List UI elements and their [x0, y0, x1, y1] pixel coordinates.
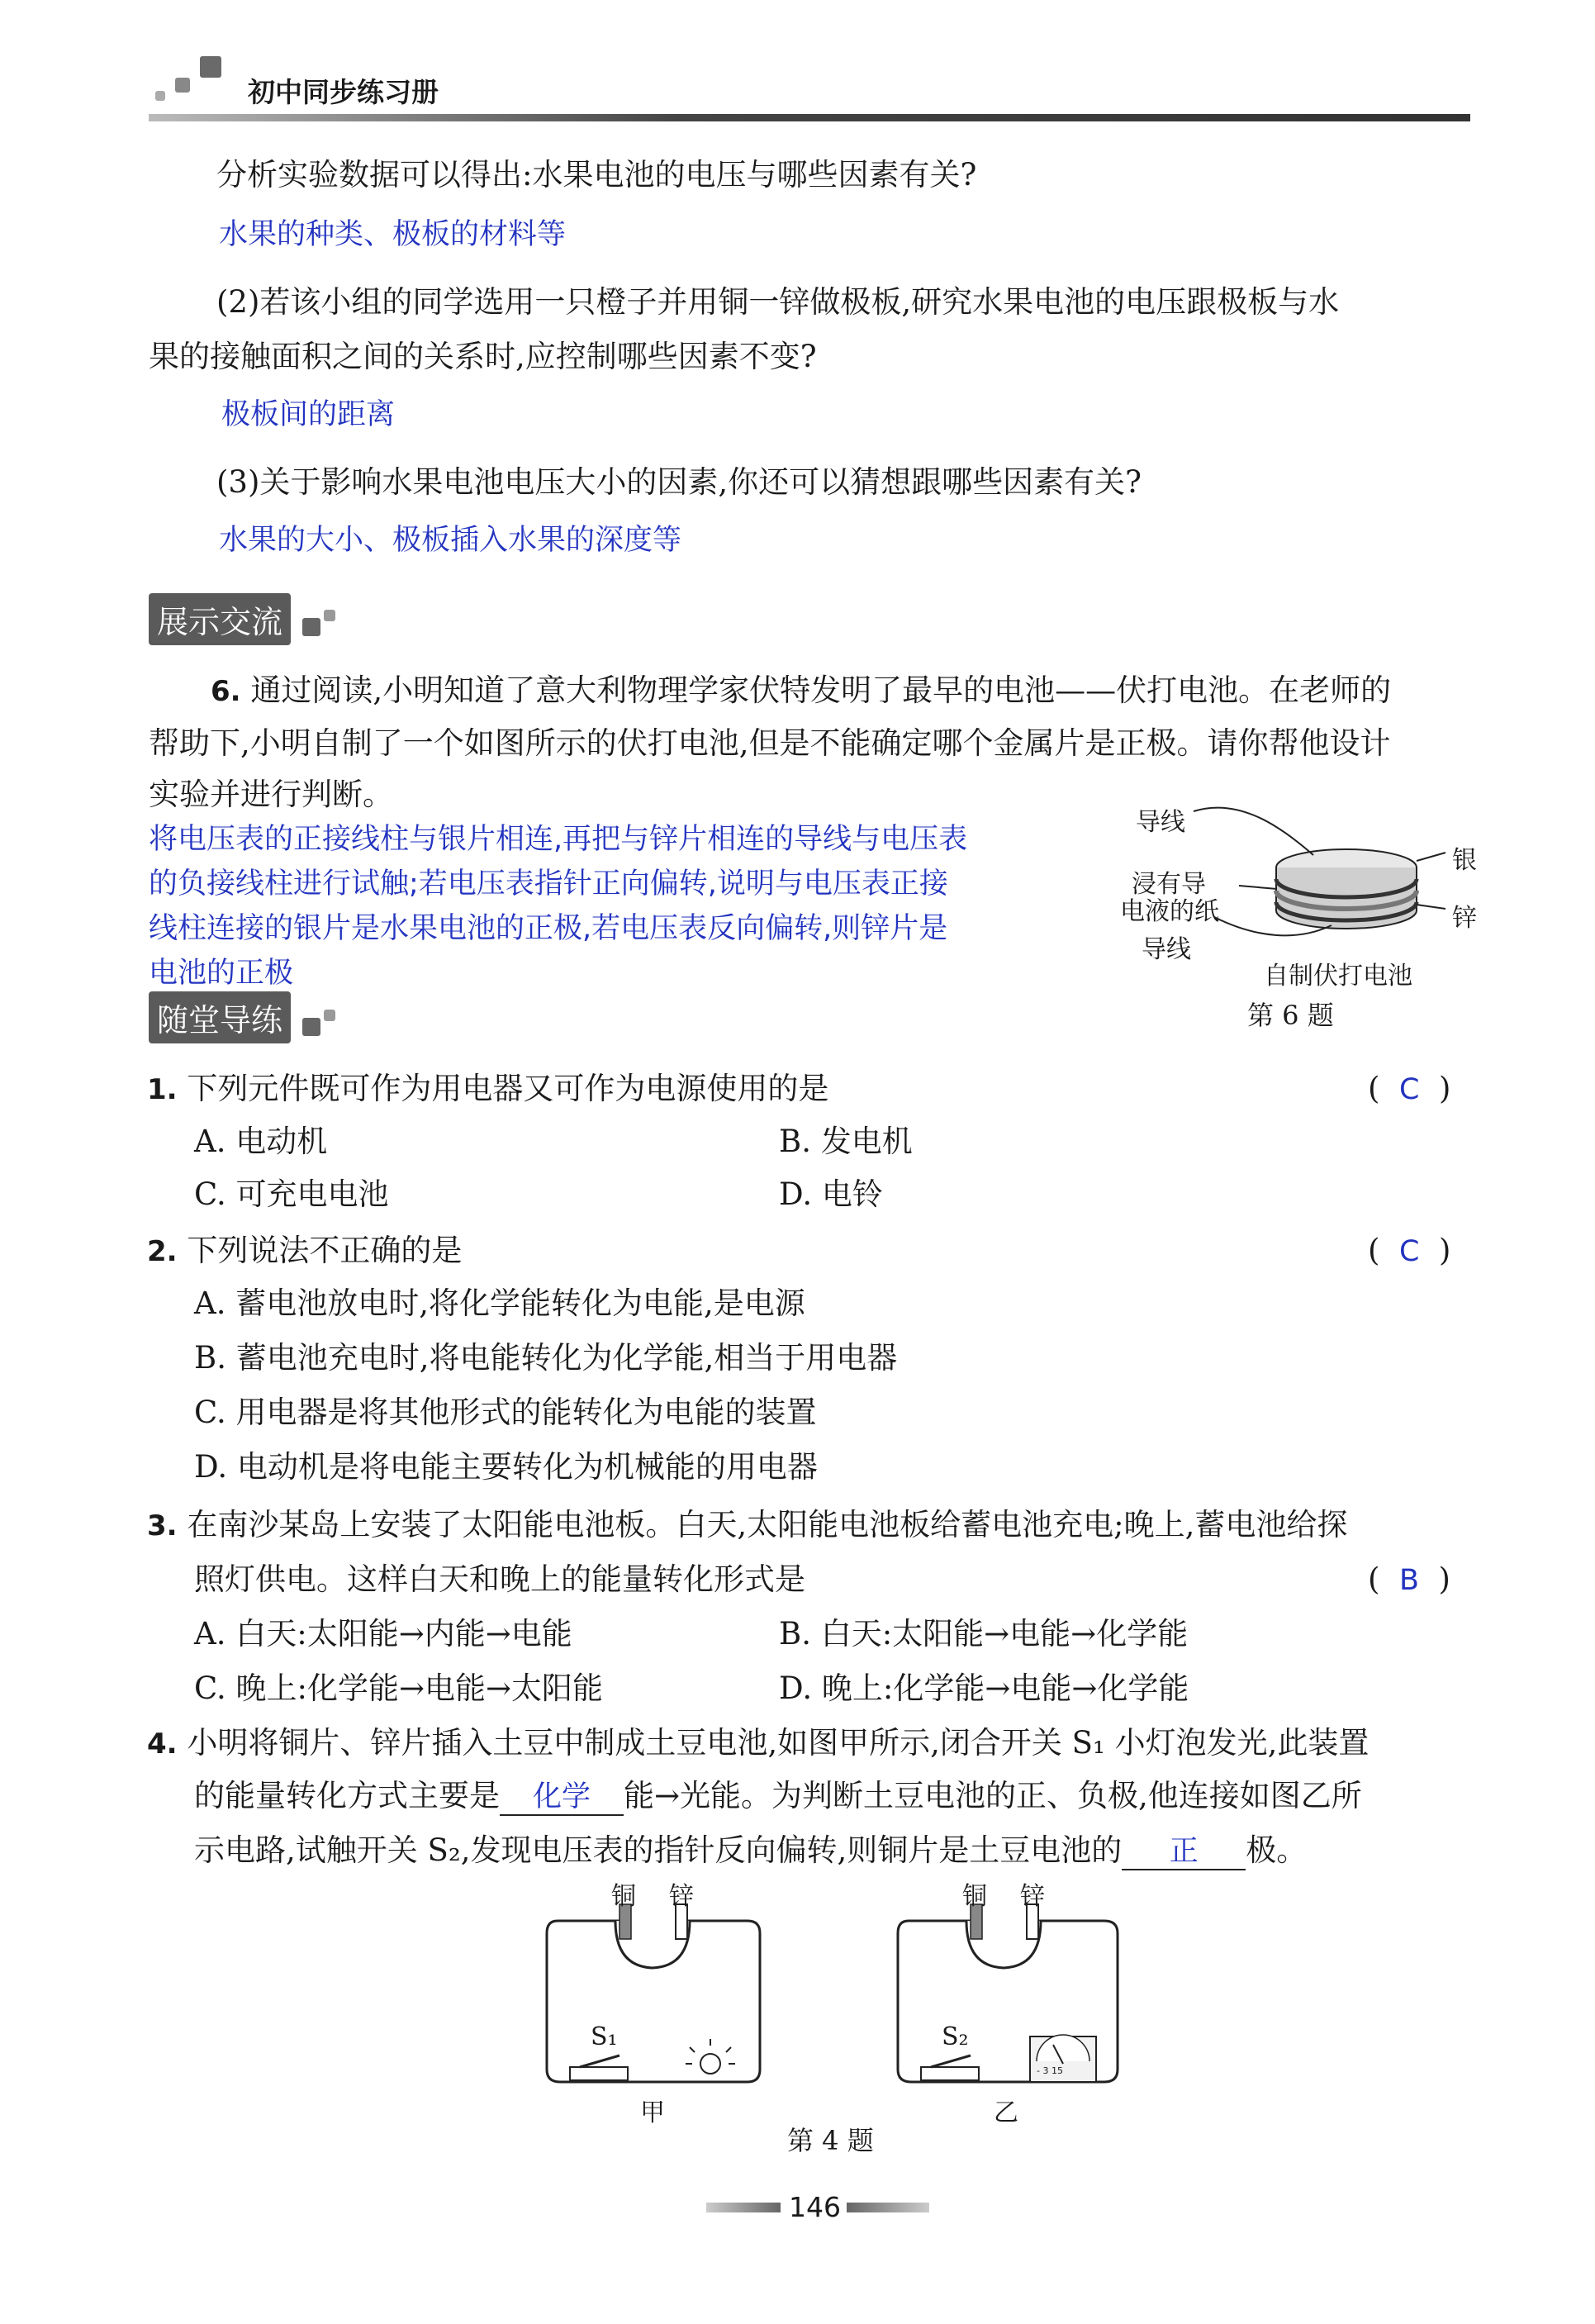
- q6-line1: [211, 672, 1391, 709]
- q3-option-b: B. 白天:太阳能→电能→化学能: [779, 1616, 1189, 1652]
- q6-answer-line-3: 线柱连接的银片是水果电池的正极,若电压表反向偏转,则锌片是: [149, 912, 948, 945]
- fig6-label-paper-1: 浸有导: [1132, 870, 1206, 899]
- q1-number: 1.: [147, 1073, 178, 1106]
- q3-answer: B: [1398, 1564, 1419, 1597]
- q6-answer-line-2: 的负接线柱进行试触;若电压表指针正向偏转,说明与电压表正接: [149, 867, 948, 901]
- q2-stem-text: 下列说法不正确的是: [187, 1233, 463, 1268]
- header-square-large: [200, 56, 221, 78]
- q2-option-d: D. 电动机是将电能主要转化为机械能的用电器: [194, 1449, 818, 1485]
- q5-part3-answer: 水果的大小、极板插入水果的深度等: [219, 524, 682, 557]
- circuit-a-drawing: [537, 1875, 768, 2123]
- q6-line3: 实验并进行判断。: [149, 777, 393, 812]
- q1-option-a: A. 电动机: [194, 1124, 328, 1159]
- section-display-square-1: [302, 618, 320, 636]
- header-rule: [149, 114, 1470, 121]
- q6-line2: 帮助下,小明自制了一个如图所示的伏打电池,但是不能确定哪个金属片是正极。请你帮他设计: [149, 725, 1391, 761]
- header-square-medium: [175, 78, 190, 93]
- fig4b-copper-label: 铜: [962, 1882, 987, 1911]
- fig6-label-silver: 银: [1452, 846, 1477, 875]
- q4-line1-text: 小明将铜片、锌片插入土豆中制成土豆电池,如图甲所示,闭合开关 S₁ 小灯泡发光,此装置: [187, 1725, 1370, 1761]
- q5-analysis-line: 分析实验数据可以得出:水果电池的电压与哪些因素有关?: [216, 157, 977, 192]
- q6-line1-text: 通过阅读,小明知道了意大利物理学家伏特发明了最早的电池——伏打电池。在老师的: [250, 672, 1392, 708]
- fig6-caption: 第 6 题: [1247, 1000, 1334, 1031]
- q2-option-a: A. 蓄电池放电时,将化学能转化为电能,是电源: [194, 1286, 805, 1321]
- q2-stem: [147, 1233, 462, 1269]
- q4-figure-b: [888, 1875, 1127, 2127]
- q1-answer-bracket: ( C ): [1368, 1071, 1451, 1106]
- fig4b-s2-label: S₂: [942, 2022, 969, 2051]
- q1-option-b: B. 发电机: [779, 1124, 913, 1159]
- section-display-square-2: [324, 610, 335, 621]
- q5-part2-line1: (2)若该小组的同学选用一只橙子并用铜一锌做极板,研究水果电池的电压跟极板与水: [216, 284, 1340, 320]
- q4-line3-post: 极。: [1246, 1832, 1308, 1868]
- q4-blank-1[interactable]: [500, 1778, 624, 1816]
- q4-blank-2-answer: 正: [1169, 1835, 1199, 1868]
- header-square-small: [155, 91, 165, 101]
- q3-option-d: D. 晚上:化学能→电能→化学能: [779, 1671, 1189, 1706]
- q5-part2-answer: 极板间的距离: [221, 398, 396, 431]
- fig4b-meter-ticks: - 3 15: [1037, 2065, 1063, 2076]
- section-practice-square-1: [302, 1018, 320, 1036]
- fig4a-copper-label: 铜: [611, 1882, 636, 1911]
- q4-blank-2[interactable]: [1122, 1832, 1246, 1870]
- fig4a-label: 甲: [640, 2098, 665, 2127]
- footer-bar-left: [706, 2203, 781, 2212]
- q1-answer: C: [1398, 1073, 1420, 1106]
- q4-number: 4.: [147, 1728, 178, 1761]
- fig4a-s1-label: S₁: [591, 2022, 618, 2051]
- circuit-b-drawing: [888, 1875, 1127, 2123]
- q1-stem-text: 下列元件既可作为用电器又可作为电源使用的是: [187, 1071, 829, 1106]
- page-number: 146: [789, 2191, 841, 2223]
- footer-bar-right: [847, 2203, 929, 2212]
- q3-stem-line1: [147, 1507, 1347, 1543]
- fig6-label-title: 自制伏打电池: [1264, 962, 1412, 991]
- q3-stem-line2: 照灯供电。这样白天和晚上的能量转化形式是: [194, 1561, 805, 1597]
- q6-answer-line-1: 将电压表的正接线柱与银片相连,再把与锌片相连的导线与电压表: [149, 823, 968, 856]
- fig6-label-zinc: 锌: [1452, 904, 1477, 933]
- header-title: 初中同步练习册: [248, 76, 439, 108]
- section-display-title: 展示交流: [149, 593, 291, 645]
- q4-line2: [194, 1778, 1362, 1816]
- fig6-label-paper-2: 电液的纸: [1120, 897, 1219, 926]
- q6-number: 6.: [211, 675, 241, 708]
- q1-option-c: C. 可充电电池: [194, 1176, 389, 1212]
- q5-part3-line: (3)关于影响水果电池电压大小的因素,你还可以猜想跟哪些因素有关?: [216, 464, 1142, 500]
- q2-answer-bracket: ( C ): [1368, 1233, 1451, 1268]
- q3-option-c: C. 晚上:化学能→电能→太阳能: [194, 1671, 604, 1706]
- q3-answer-bracket: ( B ): [1368, 1561, 1450, 1597]
- section-practice-square-2: [324, 1010, 335, 1021]
- fig4-caption: 第 4 题: [787, 2125, 874, 2156]
- fig4a-zinc-label: 锌: [669, 1882, 694, 1911]
- q2-option-b: B. 蓄电池充电时,将电能转化为化学能,相当于用电器: [194, 1340, 898, 1376]
- q1-option-d: D. 电铃: [779, 1176, 883, 1212]
- q4-figure-a: [537, 1875, 768, 2127]
- q5-analysis-answer: 水果的种类、极板的材料等: [219, 218, 567, 251]
- q4-line2-post: 能→光能。为判断土豆电池的正、负极,他连接如图乙所: [624, 1778, 1362, 1813]
- fig4b-label: 乙: [994, 2098, 1018, 2127]
- q2-number: 2.: [147, 1235, 178, 1268]
- q4-line3-pre: 示电路,试触开关 S₂,发现电压表的指针反向偏转,则铜片是土豆电池的: [194, 1832, 1123, 1868]
- q1-stem: [147, 1071, 828, 1107]
- q3-option-a: A. 白天:太阳能→内能→电能: [194, 1616, 572, 1652]
- fig6-label-wire-top: 导线: [1136, 808, 1185, 837]
- q6-figure: [1115, 793, 1495, 1033]
- section-practice-title: 随堂导练: [149, 991, 291, 1043]
- q2-answer: C: [1398, 1235, 1420, 1268]
- fig6-label-wire-bottom: 导线: [1142, 935, 1191, 964]
- q2-option-c: C. 用电器是将其他形式的能转化为电能的装置: [194, 1395, 817, 1430]
- q3-stem-line1-text: 在南沙某岛上安装了太阳能电池板。白天,太阳能电池板给蓄电池充电;晚上,蓄电池给探: [187, 1507, 1348, 1542]
- fig4b-zinc-label: 锌: [1020, 1882, 1045, 1911]
- q6-answer-line-4: 电池的正极: [149, 957, 294, 990]
- q4-line2-pre: 的能量转化方式主要是: [194, 1778, 500, 1813]
- q4-line3: [194, 1832, 1307, 1870]
- q4-line1: [147, 1725, 1369, 1761]
- q4-blank-1-answer: 化学: [532, 1780, 591, 1813]
- q5-part2-line2: 果的接触面积之间的关系时,应控制哪些因素不变?: [149, 339, 817, 374]
- q3-number: 3.: [147, 1509, 178, 1542]
